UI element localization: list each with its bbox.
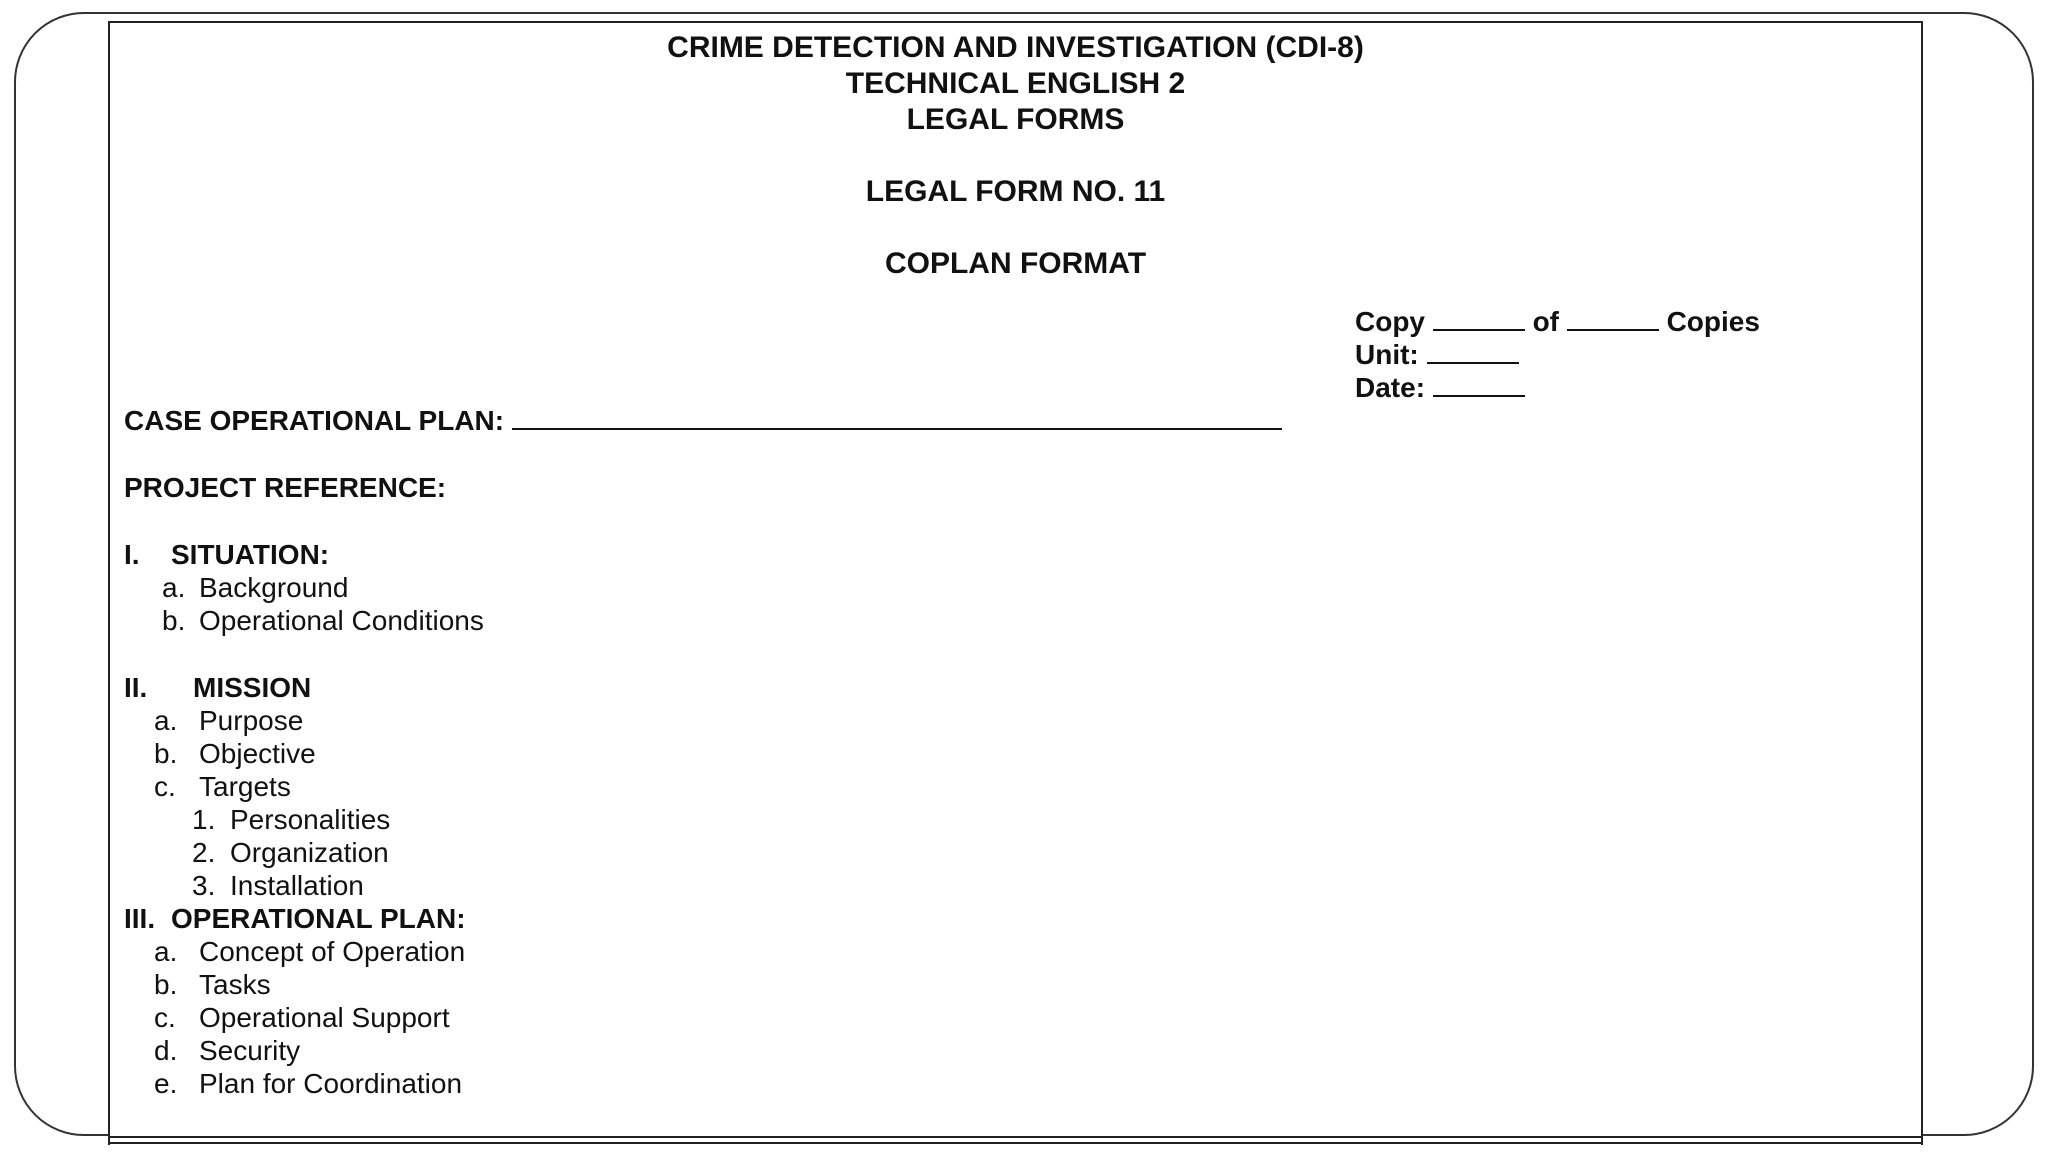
list-item-text: Plan for Coordination <box>199 1068 463 1099</box>
list-item-text: Tasks <box>199 969 271 1000</box>
unit-label: Unit: <box>1355 339 1419 370</box>
sub-list-marker: 1. <box>192 804 216 835</box>
section-2-numeral: II. <box>124 672 148 703</box>
list-marker: b. <box>154 969 178 1000</box>
section-1-heading <box>124 538 329 571</box>
header-subject: TECHNICAL ENGLISH 2 <box>845 67 1186 100</box>
list-item <box>154 704 303 737</box>
case-operational-plan-label: CASE OPERATIONAL PLAN: <box>124 405 505 436</box>
sub-list-marker: 3. <box>192 870 216 901</box>
form-title: COPLAN FORMAT <box>884 247 1147 280</box>
list-item <box>154 968 271 1001</box>
list-item <box>154 935 465 968</box>
list-item <box>154 770 291 803</box>
list-item-text: Background <box>199 572 349 603</box>
of-label: of <box>1532 306 1559 337</box>
list-item-text: Security <box>199 1035 301 1066</box>
copy-label: Copy <box>1355 306 1425 337</box>
list-item <box>154 1067 462 1100</box>
section-1-title: SITUATION: <box>171 539 330 570</box>
sub-list-item-text: Installation <box>230 870 364 901</box>
list-marker: a. <box>154 936 178 967</box>
list-marker: e. <box>154 1068 178 1099</box>
project-reference-label: PROJECT REFERENCE: <box>124 472 447 503</box>
document-bottom-border <box>108 1136 1923 1138</box>
section-3-title: OPERATIONAL PLAN: <box>171 903 466 934</box>
unit-line <box>1355 338 1519 371</box>
list-item-text: Targets <box>199 771 291 802</box>
list-item-text: Purpose <box>199 705 304 736</box>
sub-list-item-text: Personalities <box>230 804 391 835</box>
copy-number-blank[interactable] <box>1433 307 1525 331</box>
copy-line <box>1355 305 1760 338</box>
section-1-numeral: I. <box>124 539 140 570</box>
list-item-text: Operational Conditions <box>199 605 484 636</box>
list-marker: c. <box>154 1002 176 1033</box>
case-operational-plan-line <box>124 404 1282 437</box>
list-marker: b. <box>162 605 186 636</box>
section-3-numeral: III. <box>124 903 156 934</box>
section-2-heading <box>124 671 311 704</box>
sub-list-item <box>192 836 389 869</box>
sub-list-item <box>192 803 390 836</box>
copies-label: Copies <box>1666 306 1760 337</box>
list-item-text: Concept of Operation <box>199 936 466 967</box>
list-marker: a. <box>162 572 186 603</box>
total-copies-blank[interactable] <box>1567 307 1659 331</box>
case-operational-plan-blank[interactable] <box>512 406 1282 430</box>
list-item <box>162 604 484 637</box>
section-3-heading <box>124 902 466 935</box>
unit-blank[interactable] <box>1427 340 1519 364</box>
list-marker: c. <box>154 771 176 802</box>
list-item <box>162 571 348 604</box>
section-2-title: MISSION <box>193 672 312 703</box>
document-bottom-border-double <box>108 1142 1923 1144</box>
list-item-text: Operational Support <box>199 1002 450 1033</box>
date-label: Date: <box>1355 372 1426 403</box>
sub-list-item-text: Organization <box>230 837 389 868</box>
header-course-title: CRIME DETECTION AND INVESTIGATION (CDI-8) <box>667 31 1364 64</box>
date-blank[interactable] <box>1433 373 1525 397</box>
list-item <box>154 1001 450 1034</box>
sub-list-marker: 2. <box>192 837 216 868</box>
list-marker: d. <box>154 1035 178 1066</box>
list-marker: a. <box>154 705 178 736</box>
form-number: LEGAL FORM NO. 11 <box>865 175 1166 208</box>
sub-list-item <box>192 869 364 902</box>
list-item <box>154 1034 300 1067</box>
list-item-text: Objective <box>199 738 316 769</box>
date-line <box>1355 371 1525 404</box>
header-topic: LEGAL FORMS <box>906 103 1125 136</box>
list-marker: b. <box>154 738 178 769</box>
list-item <box>154 737 316 770</box>
